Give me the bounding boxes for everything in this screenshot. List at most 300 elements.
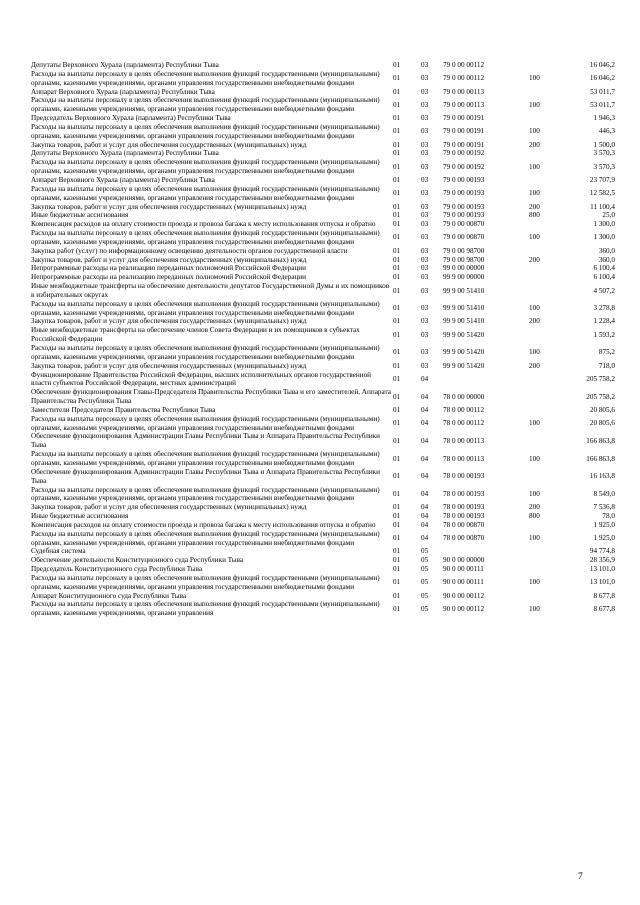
item-name: Расходы на выплаты персоналу в целях обеспечения выполнения функций государственными (муниципальными) органами, казенными учреждениями, органами управления государственными внебюджетными фондами (31, 450, 380, 467)
amount: 1 228,4 (593, 317, 615, 326)
amount: 718,0 (598, 361, 615, 370)
expense-type-code: 800 (529, 512, 540, 521)
table-row (31, 158, 615, 176)
subsection-code: 03 (421, 149, 429, 158)
section-code: 01 (393, 304, 401, 313)
amount: 53 011,7 (590, 87, 615, 96)
section-code: 01 (393, 436, 401, 445)
subsection-code: 04 (421, 374, 429, 383)
target-article-code: 99 9 00 51420 (443, 330, 485, 339)
target-article-code: 79 0 00 00191 (443, 114, 485, 123)
amount: 1 300,0 (593, 220, 615, 229)
item-name: Иные межбюджетные трансферты на обеспечение деятельности депутатов Государственной Думы и их помощников в избирательных округах (31, 282, 390, 299)
table-row (31, 326, 615, 344)
subsection-code: 04 (421, 520, 429, 529)
table-row (31, 88, 615, 97)
item-name: Непрограммные расходы на реализацию переданных полномочий Российской Федерации (31, 264, 306, 273)
amount: 8 677,8 (593, 604, 615, 613)
target-article-code: 78 0 00 00870 (443, 520, 485, 529)
target-article-code: 79 0 00 00112 (443, 74, 485, 83)
section-code: 01 (393, 405, 401, 414)
item-name: Председатель Конституционного суда Республики Тыва (31, 565, 203, 574)
expense-type-code: 200 (529, 255, 540, 264)
subsection-code: 05 (421, 604, 429, 613)
subsection-code: 03 (421, 140, 429, 149)
subsection-code: 04 (421, 436, 429, 445)
item-name: Депутаты Верховного Хурала (парламента) Республики Тыва (31, 61, 219, 69)
subsection-code: 03 (421, 127, 429, 136)
section-code: 01 (393, 604, 401, 613)
item-name: Расходы на выплаты персоналу в целях обеспечения выполнения функций государственными (муниципальными) органами, казенными учреждениями, органами управления государственными внебюджетными фондами (31, 344, 380, 361)
table-row (31, 203, 615, 212)
expense-type-code: 100 (529, 348, 540, 357)
amount: 1 500,0 (593, 140, 615, 149)
amount: 3 278,8 (593, 304, 615, 313)
target-article-code: 90 0 00 00112 (443, 591, 485, 600)
item-name: Депутаты Верховного Хурала (парламента) Республики Тыва (31, 149, 219, 158)
amount: 16 046,2 (589, 74, 615, 83)
subsection-code: 03 (421, 246, 429, 255)
expense-type-code (529, 220, 557, 229)
subsection-code: 03 (421, 211, 429, 220)
amount: 6 100,4 (593, 273, 615, 282)
subsection-code: 04 (421, 392, 429, 401)
expense-type-code (529, 565, 557, 574)
table-row (31, 114, 615, 123)
section-code: 01 (393, 61, 401, 69)
subsection-code: 04 (421, 503, 429, 512)
target-article-code: 99 9 00 00000 (443, 273, 485, 282)
target-article-code (443, 547, 529, 556)
section-code: 01 (393, 175, 401, 184)
amount: 94 774,8 (589, 547, 615, 556)
table-row (31, 273, 615, 282)
target-article-code: 78 0 00 00193 (443, 512, 485, 521)
item-name: Расходы на выплаты персоналу в целях обеспечения выполнения функций государственными (муниципальными) органами, казенными учреждениями, органами управления государственными внебюджетными фондами (31, 229, 380, 246)
section-code: 01 (393, 547, 401, 556)
target-article-code: 79 0 00 98700 (443, 255, 485, 264)
section-code: 01 (393, 114, 401, 123)
table-row (31, 264, 615, 273)
section-code: 01 (393, 127, 401, 136)
section-code: 01 (393, 273, 401, 282)
target-article-code: 79 0 00 00870 (443, 233, 485, 242)
item-name: Обеспечение функционирования Администрации Главы Республики Тыва и Аппарата Правительства Республики Тыва (31, 467, 381, 485)
expense-type-code: 200 (529, 140, 540, 149)
amount: 360,0 (598, 255, 615, 264)
expense-type-code: 800 (529, 211, 540, 220)
expense-type-code: 200 (529, 317, 540, 326)
budget-table-body (31, 61, 615, 618)
table-row (31, 176, 615, 185)
amount: 16 046,2 (589, 61, 615, 69)
item-name: Расходы на выплаты персоналу в целях обеспечения выполнения функций государственными (муниципальными) органами, казенными учреждениями, органами управления государственными внебюджетными фондами (31, 299, 380, 317)
target-article-code: 79 0 00 00192 (443, 149, 485, 158)
target-article-code: 78 0 00 00193 (443, 503, 485, 512)
section-code: 01 (393, 565, 401, 574)
target-article-code: 78 0 00 00193 (443, 489, 485, 498)
expense-type-code: 100 (529, 454, 540, 463)
table-row (31, 592, 615, 601)
amount: 1 925,0 (593, 534, 615, 543)
section-code: 01 (393, 286, 401, 295)
section-code: 01 (393, 512, 401, 521)
item-name: Заместители Председателя Правительства Республики Тыва (31, 405, 216, 414)
table-row (31, 256, 615, 265)
amount: 166 863,8 (586, 436, 615, 445)
subsection-code: 03 (421, 100, 429, 109)
subsection-code: 03 (421, 304, 429, 313)
amount: 1 593,2 (593, 330, 615, 339)
section-code: 01 (393, 591, 401, 600)
target-article-code: 99 0 00 00000 (443, 264, 485, 273)
amount: 8 549,0 (593, 489, 615, 498)
item-name: Закупка товаров, работ и услуг для обеспечения государственных (муниципальных) нужд (31, 503, 307, 512)
amount: 205 758,2 (586, 392, 615, 401)
target-article-code: 99 9 00 51410 (443, 304, 485, 313)
amount: 166 863,8 (586, 454, 615, 463)
item-name: Обеспечение деятельности Конституционного суда Республики Тыва (31, 556, 244, 565)
section-code: 01 (393, 348, 401, 357)
item-name: Закупка товаров, работ и услуг для обеспечения государственных (муниципальных) нужд (31, 361, 307, 370)
section-code: 01 (393, 578, 401, 587)
section-code: 01 (393, 534, 401, 543)
expense-type-code: 100 (529, 489, 540, 498)
amount: 1 946,3 (593, 114, 615, 123)
table-row (31, 503, 615, 512)
target-article-code: 79 0 00 00193 (443, 202, 485, 211)
table-row (31, 61, 615, 70)
target-article-code: 79 0 00 00870 (443, 220, 485, 229)
expense-type-code: 100 (529, 162, 540, 171)
item-name: Обеспечение функционирования Главы-Председателя Правительства Республики Тыва и его заместителей, Аппарата Правительства Республики Тыва (31, 388, 391, 406)
amount: 446,3 (598, 127, 615, 136)
item-name: Аппарат Конституционного суда Республики Тыва (31, 591, 187, 600)
subsection-code: 03 (421, 61, 429, 69)
amount: 78,0 (602, 512, 615, 521)
item-name: Иные бюджетные ассигнования (31, 512, 129, 521)
section-code: 01 (393, 361, 401, 370)
item-name: Аппарат Верховного Хурала (парламента) Республики Тыва (31, 87, 215, 96)
expense-type-code (529, 176, 557, 185)
amount: 53 011,7 (590, 100, 615, 109)
amount: 25,0 (602, 211, 615, 220)
target-article-code: 79 0 00 00193 (443, 175, 485, 184)
subsection-code: 03 (421, 114, 429, 123)
section-code: 01 (393, 374, 401, 383)
table-row (31, 300, 615, 318)
target-article-code: 79 0 00 00112 (443, 61, 485, 69)
item-name: Председатель Верховного Хурала (парламента) Республики Тыва (31, 114, 231, 123)
target-article-code: 99 9 00 51410 (443, 286, 485, 295)
item-name: Расходы на выплаты персоналу в целях обеспечения выполнения функций государственными (муниципальными) органами, казенными учреждениями, органами управления государственными внебюджетными фондами (31, 122, 380, 140)
amount: 205 758,2 (586, 374, 615, 383)
amount: 16 163,8 (589, 472, 615, 481)
amount: 20 805,6 (589, 405, 615, 414)
target-article-code: 99 9 00 51410 (443, 317, 485, 326)
expense-type-code (529, 547, 557, 556)
target-article-code: 79 0 00 00192 (443, 162, 485, 171)
table-row (31, 149, 615, 158)
table-row (31, 530, 615, 548)
target-article-code: 78 0 00 00112 (443, 419, 485, 428)
expense-type-code (529, 326, 557, 344)
subsection-code: 04 (421, 534, 429, 543)
table-row (31, 468, 615, 486)
table-row (31, 547, 615, 556)
table-row (31, 388, 615, 406)
expense-type-code: 100 (529, 74, 540, 83)
item-name: Расходы на выплаты персоналу в целях обеспечения выполнения функций государственными (муниципальными) органами, казенными учреждениями, органами управления государственными внебюджетными фондами (31, 69, 380, 87)
section-code: 01 (393, 202, 401, 211)
subsection-code: 05 (421, 565, 429, 574)
amount: 8 677,8 (593, 591, 615, 600)
subsection-code: 03 (421, 255, 429, 264)
table-row (31, 362, 615, 371)
expense-type-code (529, 592, 557, 601)
amount: 13 101,0 (589, 578, 615, 587)
target-article-code: 78 0 00 00113 (443, 454, 485, 463)
expense-type-code: 100 (529, 578, 540, 587)
expense-type-code: 100 (529, 534, 540, 543)
target-article-code: 90 0 00 00111 (443, 565, 484, 574)
expense-type-code (529, 468, 557, 486)
section-code: 01 (393, 233, 401, 242)
section-code: 01 (393, 189, 401, 198)
section-code: 01 (393, 317, 401, 326)
subsection-code: 03 (421, 264, 429, 273)
amount: 4 507,2 (593, 286, 615, 295)
subsection-code: 05 (421, 578, 429, 587)
section-code: 01 (393, 520, 401, 529)
subsection-code: 04 (421, 419, 429, 428)
expense-type-code (529, 264, 557, 273)
table-row (31, 247, 615, 256)
subsection-code: 05 (421, 547, 429, 556)
item-name: Расходы на выплаты персоналу в целях обеспечения выполнения функций государственными (муниципальными) органами, казенными учреждениями, органами управления государственными внебюджетными фондами (31, 158, 380, 176)
amount: 7 536,8 (593, 503, 615, 512)
expense-type-code: 200 (529, 202, 540, 211)
subsection-code: 03 (421, 286, 429, 295)
subsection-code: 04 (421, 472, 429, 481)
target-article-code: 79 0 00 00193 (443, 211, 485, 220)
target-article-code: 78 0 00 00000 (443, 392, 485, 401)
target-article-code (443, 371, 529, 389)
expense-type-code: 100 (529, 127, 540, 136)
expense-type-code (529, 247, 557, 256)
table-row (31, 574, 615, 592)
target-article-code: 79 0 00 00193 (443, 189, 485, 198)
expense-type-code: 100 (529, 189, 540, 198)
expense-type-code: 200 (529, 361, 540, 370)
subsection-code: 03 (421, 202, 429, 211)
table-row (31, 185, 615, 203)
item-name: Закупка товаров, работ и услуг для обеспечения государственных (муниципальных) нужд (31, 140, 307, 149)
amount: 12 582,5 (589, 189, 615, 198)
subsection-code: 03 (421, 348, 429, 357)
target-article-code: 79 0 00 00113 (443, 87, 485, 96)
table-row (31, 282, 615, 300)
target-article-code: 78 0 00 00113 (443, 436, 485, 445)
expense-type-code (529, 521, 557, 530)
section-code: 01 (393, 74, 401, 83)
target-article-code: 90 0 00 00111 (443, 578, 484, 587)
expense-type-code (529, 406, 557, 415)
section-code: 01 (393, 264, 401, 273)
item-name: Компенсация расходов на оплату стоимости проезда и провоза багажа к месту использования отпуска и обратно (31, 520, 376, 529)
item-name: Расходы на выплаты персоналу в целях обеспечения выполнения функций государственными (муниципальными) органами, казенными учреждениями, органами управления государственными внебюджетными фондами (31, 573, 380, 591)
amount: 1 925,0 (593, 520, 615, 529)
item-name: Аппарат Верховного Хурала (парламента) Республики Тыва (31, 175, 215, 184)
table-row (31, 512, 615, 521)
item-name: Закупка товаров, работ и услуг для обеспечения государственных (муниципальных) нужд (31, 255, 307, 264)
item-name: Расходы на выплаты персоналу в целях обеспечения выполнения функций государственными (муниципальными) органами, казенными учреждениями, органами управления государственными внебюджетными фондами (31, 184, 380, 202)
table-row (31, 229, 615, 247)
table-row (31, 406, 615, 415)
expense-type-code: 100 (529, 100, 540, 109)
table-row (31, 565, 615, 574)
subsection-code: 03 (421, 273, 429, 282)
target-article-code: 79 0 00 98700 (443, 246, 485, 255)
subsection-code: 04 (421, 454, 429, 463)
target-article-code: 79 0 00 00191 (443, 140, 485, 149)
item-name: Закупка товаров, работ и услуг для обеспечения государственных (муниципальных) нужд (31, 317, 307, 326)
item-name: Закупка товаров, работ и услуг для обеспечения государственных (муниципальных) нужд (31, 202, 307, 211)
amount: 3 570,3 (593, 162, 615, 171)
subsection-code: 03 (421, 233, 429, 242)
section-code: 01 (393, 211, 401, 220)
amount: 20 805,6 (589, 419, 615, 428)
amount: 6 100,4 (593, 264, 615, 273)
target-article-code: 78 0 00 00112 (443, 405, 485, 414)
subsection-code: 03 (421, 189, 429, 198)
table-row (31, 141, 615, 150)
section-code: 01 (393, 392, 401, 401)
expense-type-code (529, 114, 557, 123)
section-code: 01 (393, 472, 401, 481)
subsection-code: 03 (421, 220, 429, 229)
item-name: Расходы на выплаты персоналу в целях обеспечения выполнения функций государственными (муниципальными) органами, казенными учреждениями, органами управления государственными внебюджетными фондами (31, 96, 380, 114)
subsection-code: 05 (421, 556, 429, 565)
item-name: Обеспечение функционирования Администрации Главы Республики Тыва и Аппарата Правительства Республики Тыва (31, 432, 381, 450)
expense-type-code: 100 (529, 419, 540, 428)
table-row (31, 450, 615, 468)
table-row (31, 521, 615, 530)
expense-type-code (529, 371, 557, 389)
expense-type-code: 100 (529, 233, 540, 242)
expense-type-code: 200 (529, 503, 540, 512)
target-article-code: 79 0 00 00113 (443, 100, 485, 109)
expense-type-code (529, 556, 557, 565)
item-name: Расходы на выплаты персоналу в целях обеспечения выполнения функций государственными (муниципальными) органами, казенными учреждениями, органами управления государственными внебюджетными фондами (31, 414, 380, 432)
table-row (31, 486, 615, 504)
section-code: 01 (393, 556, 401, 565)
table-row (31, 70, 615, 88)
table-row (31, 556, 615, 565)
target-article-code: 99 9 00 51420 (443, 361, 485, 370)
item-name: Судебная система (31, 547, 86, 556)
subsection-code: 04 (421, 405, 429, 414)
target-article-code: 78 0 00 00193 (443, 472, 485, 481)
item-name: Расходы на выплаты персоналу в целях обеспечения выполнения функций государственными (муниципальными) органами, казенными учреждениями, органами управления (31, 600, 380, 618)
expense-type-code: 100 (529, 304, 540, 313)
item-name: Расходы на выплаты персоналу в целях обеспечения выполнения функций государственными (муниципальными) органами, казенными учреждениями, органами управления государственными внебюджетными фондами (31, 529, 380, 547)
subsection-code: 03 (421, 87, 429, 96)
budget-table (31, 61, 615, 618)
subsection-code: 03 (421, 317, 429, 326)
section-code: 01 (393, 162, 401, 171)
table-row (31, 432, 615, 450)
target-article-code: 90 0 00 00000 (443, 556, 485, 565)
amount: 875,2 (598, 348, 615, 357)
target-article-code: 90 0 00 00112 (443, 604, 485, 613)
amount: 360,0 (598, 246, 615, 255)
target-article-code: 99 9 00 51420 (443, 348, 485, 357)
amount: 23 707,9 (589, 175, 615, 184)
section-code: 01 (393, 489, 401, 498)
section-code: 01 (393, 330, 401, 339)
target-article-code: 78 0 00 00870 (443, 534, 485, 543)
expense-type-code (529, 282, 557, 300)
table-row (31, 600, 615, 618)
table-row (31, 344, 615, 362)
subsection-code: 05 (421, 591, 429, 600)
amount: 28 356,9 (589, 556, 615, 565)
table-row (31, 220, 615, 229)
item-name: Иные бюджетные ассигнования (31, 211, 129, 220)
expense-type-code (529, 273, 557, 282)
table-row (31, 415, 615, 433)
table-row (31, 211, 615, 220)
expense-type-code: 100 (529, 604, 540, 613)
item-name: Иные межбюджетные трансферты на обеспечение членов Совета Федерации и их помощников в субъектах Российской Федерации (31, 326, 360, 344)
item-name: Функционирование Правительства Российской Федерации, высших исполнительных органов государственной власти субъектов Российской Федерации, местных администраций (31, 370, 372, 388)
section-code: 01 (393, 419, 401, 428)
section-code: 01 (393, 87, 401, 96)
section-code: 01 (393, 220, 401, 229)
subsection-code: 04 (421, 489, 429, 498)
expense-type-code (529, 432, 557, 450)
subsection-code: 03 (421, 162, 429, 171)
section-code: 01 (393, 140, 401, 149)
section-code: 01 (393, 503, 401, 512)
subsection-code: 03 (421, 361, 429, 370)
section-code: 01 (393, 454, 401, 463)
page-number: 7 (578, 872, 583, 882)
section-code: 01 (393, 100, 401, 109)
item-name: Непрограммные расходы на реализацию переданных полномочий Российской Федерации (31, 273, 306, 282)
amount: 3 570,3 (593, 149, 615, 158)
table-row (31, 317, 615, 326)
table-row (31, 96, 615, 114)
subsection-code: 03 (421, 175, 429, 184)
subsection-code: 03 (421, 74, 429, 83)
expense-type-code (529, 388, 557, 406)
section-code: 01 (393, 255, 401, 264)
table-row (31, 371, 615, 389)
expense-type-code (529, 88, 557, 97)
subsection-code: 04 (421, 512, 429, 521)
amount: 13 101,0 (589, 565, 615, 574)
section-code: 01 (393, 149, 401, 158)
amount: 11 100,4 (590, 202, 615, 211)
table-row (31, 123, 615, 141)
expense-type-code (529, 149, 557, 158)
amount: 1 300,0 (593, 233, 615, 242)
subsection-code: 03 (421, 330, 429, 339)
item-name: Расходы на выплаты персоналу в целях обеспечения выполнения функций государственными (муниципальными) органами, казенными учреждениями, органами управления государственными внебюджетными фондами (31, 485, 380, 503)
expense-type-code (529, 61, 557, 70)
